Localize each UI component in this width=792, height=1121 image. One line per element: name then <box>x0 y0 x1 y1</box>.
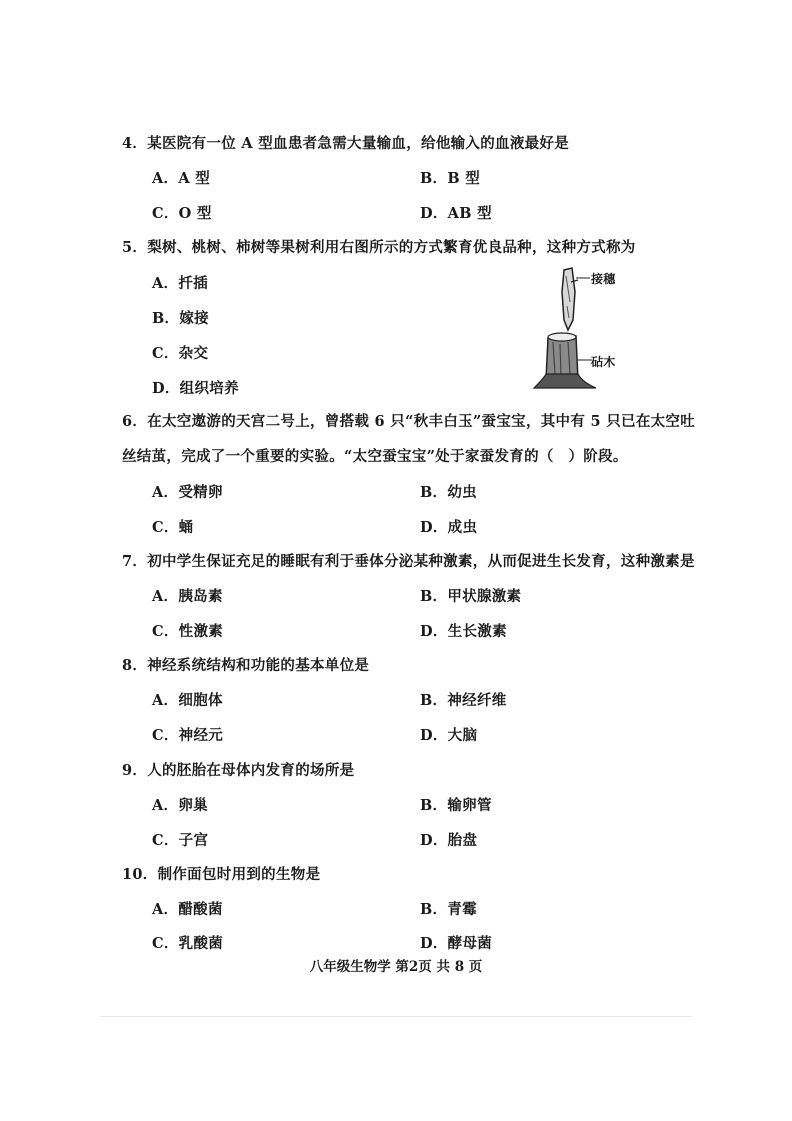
question-7-option-a[interactable]: A．胰岛素 <box>152 588 223 605</box>
question-9-option-a[interactable]: A．卵巢 <box>152 797 208 814</box>
question-6-option-d[interactable]: D．成虫 <box>420 519 478 536</box>
question-5-option-a[interactable]: A．扦插 <box>152 275 208 292</box>
question-6-option-b[interactable]: B．幼虫 <box>420 484 477 501</box>
page-bottom-divider <box>100 1016 692 1017</box>
question-6-stem-line-1: 6．在太空遨游的天宫二号上，曾搭载 6 只“秋丰白玉”蚕宝宝，其中有 5 只已在太空吐 <box>122 413 696 430</box>
question-8-stem: 8．神经系统结构和功能的基本单位是 <box>122 657 370 674</box>
question-6-stem-line-2: 丝结茧，完成了一个重要的实验。“太空蚕宝宝”处于家蚕发育的（ ）阶段。 <box>122 448 628 465</box>
question-4-stem: 4．某医院有一位 A 型血患者急需大量输血，给他输入的血液最好是 <box>122 135 570 152</box>
question-10-option-d[interactable]: D．酵母菌 <box>420 935 493 952</box>
question-8-option-d[interactable]: D．大脑 <box>420 727 478 744</box>
question-6-option-c[interactable]: C．蛹 <box>152 519 194 536</box>
stock-label: 砧木 <box>591 355 616 369</box>
question-7-option-d[interactable]: D．生长激素 <box>420 623 507 640</box>
question-10-stem: 10．制作面包时用到的生物是 <box>122 866 321 883</box>
question-8-option-a[interactable]: A．细胞体 <box>152 692 223 709</box>
question-5-stem: 5．梨树、桃树、柿树等果树利用右图所示的方式繁育优良品种，这种方式称为 <box>122 239 636 256</box>
question-4-option-b[interactable]: B．B 型 <box>420 170 481 187</box>
question-7-option-b[interactable]: B．甲状腺激素 <box>420 588 522 605</box>
scion-label: 接穗 <box>591 272 616 286</box>
question-9-option-d[interactable]: D．胎盘 <box>420 832 478 849</box>
question-6-option-a[interactable]: A．受精卵 <box>152 484 223 501</box>
grafting-figure <box>520 262 640 402</box>
question-7-option-c[interactable]: C．性激素 <box>152 623 224 640</box>
question-4-option-a[interactable]: A．A 型 <box>152 170 211 187</box>
scion-drawing <box>562 268 578 330</box>
question-10-option-b[interactable]: B．青霉 <box>420 901 477 918</box>
question-10-option-c[interactable]: C．乳酸菌 <box>152 935 224 952</box>
question-8-option-b[interactable]: B．神经纤维 <box>420 692 507 709</box>
question-9-option-c[interactable]: C．子宫 <box>152 832 209 849</box>
question-10-option-a[interactable]: A．醋酸菌 <box>152 901 223 918</box>
question-9-stem: 9．人的胚胎在母体内发育的场所是 <box>122 762 355 779</box>
question-7-stem: 7．初中学生保证充足的睡眠有利于垂体分泌某种激素，从而促进生长发育，这种激素是 <box>122 553 695 570</box>
question-5-option-b[interactable]: B．嫁接 <box>152 310 209 327</box>
question-4-option-c[interactable]: C．O 型 <box>152 205 212 222</box>
question-5-option-c[interactable]: C．杂交 <box>152 345 209 362</box>
question-9-option-b[interactable]: B．输卵管 <box>420 797 492 814</box>
question-5-option-d[interactable]: D．组织培养 <box>152 380 239 397</box>
question-4-option-d[interactable]: D．AB 型 <box>420 205 492 222</box>
question-8-option-c[interactable]: C．神经元 <box>152 727 224 744</box>
page-footer: 八年级生物学 第2页 共 8 页 <box>309 959 483 975</box>
